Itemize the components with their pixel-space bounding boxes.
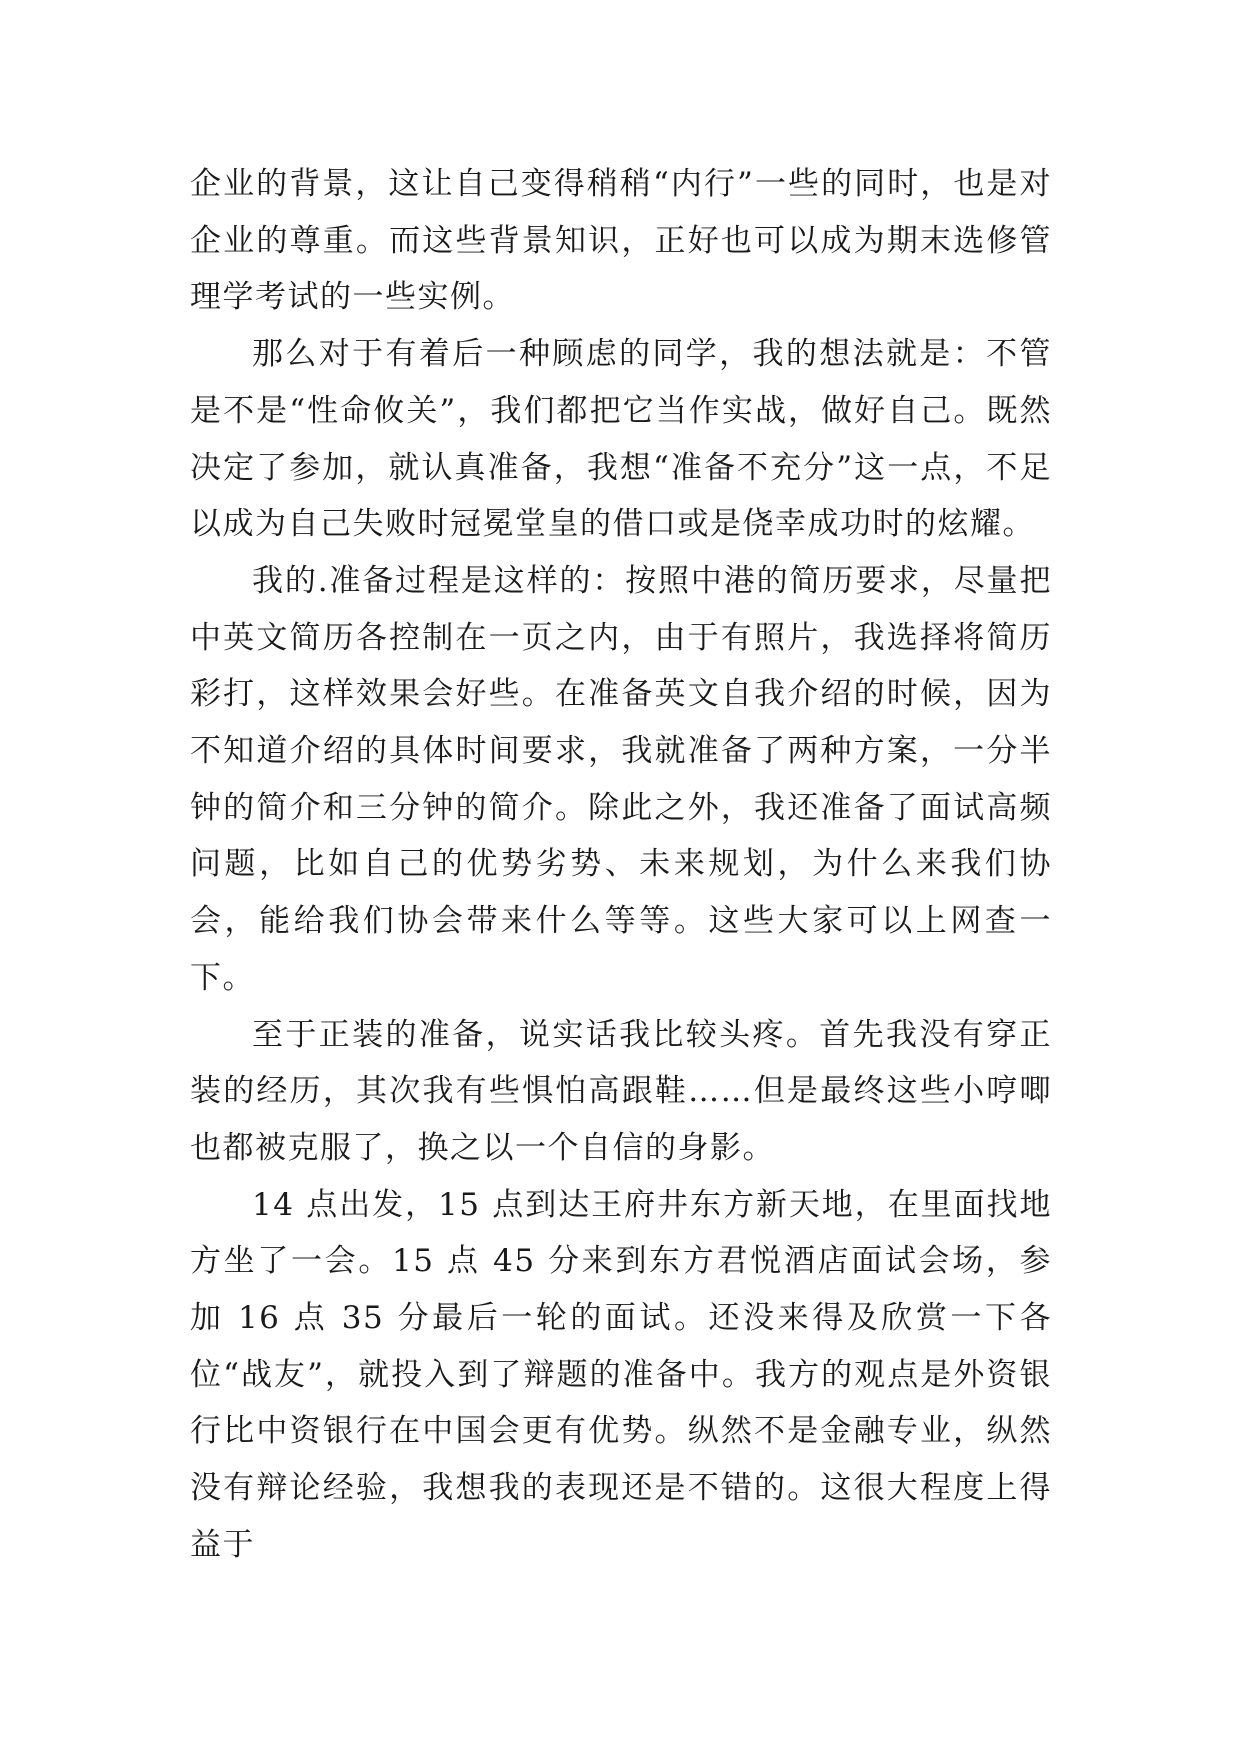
body-text — [190, 156, 1052, 1574]
paragraph-5: 14 点出发，15 点到达王府井东方新天地，在里面找地方坐了一会。15 点 45 分来到东方君悦酒店面试会场，参加 16 点 35 分最后一轮的面试。还没来得及欣赏一下各位“战友”，就投入到了辩题的准备中。我方的观点是外资银行比中资银行在中国会更有优势。纵然不是金融专业，纵然没有辩论经验，我想我的表现还是不错的。这很大程度上得益于 — [190, 1186, 1052, 1563]
paragraph-4: 至于正装的准备，说实话我比较头疼。首先我没有穿正装的经历，其次我有些惧怕高跟鞋……但是最终这些小哼唧也都被克服了，换之以一个自信的身影。 — [190, 1016, 1052, 1166]
paragraph-2: 那么对于有着后一种顾虑的同学，我的想法就是：不管是不是“性命攸关”，我们都把它当作实战，做好自己。既然决定了参加，就认真准备，我想“准备不充分”这一点，不足以成为自己失败时冠冕堂皇的借口或是侥幸成功时的炫耀。 — [190, 336, 1052, 543]
paragraph-3: 我的.准备过程是这样的：按照中港的简历要求，尽量把中英文简历各控制在一页之内，由于有照片，我选择将简历彩打，这样效果会好些。在准备英文自我介绍的时候，因为不知道介绍的具体时间要求，我就准备了两种方案，一分半钟的简介和三分钟的简介。除此之外，我还准备了面试高频问题，比如自己的优势劣势、未来规划，为什么来我们协会，能给我们协会带来什么等等。这些大家可以上网查一下。 — [190, 562, 1052, 996]
paragraph-1: 企业的背景，这让自己变得稍稍“内行”一些的同时，也是对企业的尊重。而这些背景知识，正好也可以成为期末选修管理学考试的一些实例。 — [190, 166, 1052, 316]
